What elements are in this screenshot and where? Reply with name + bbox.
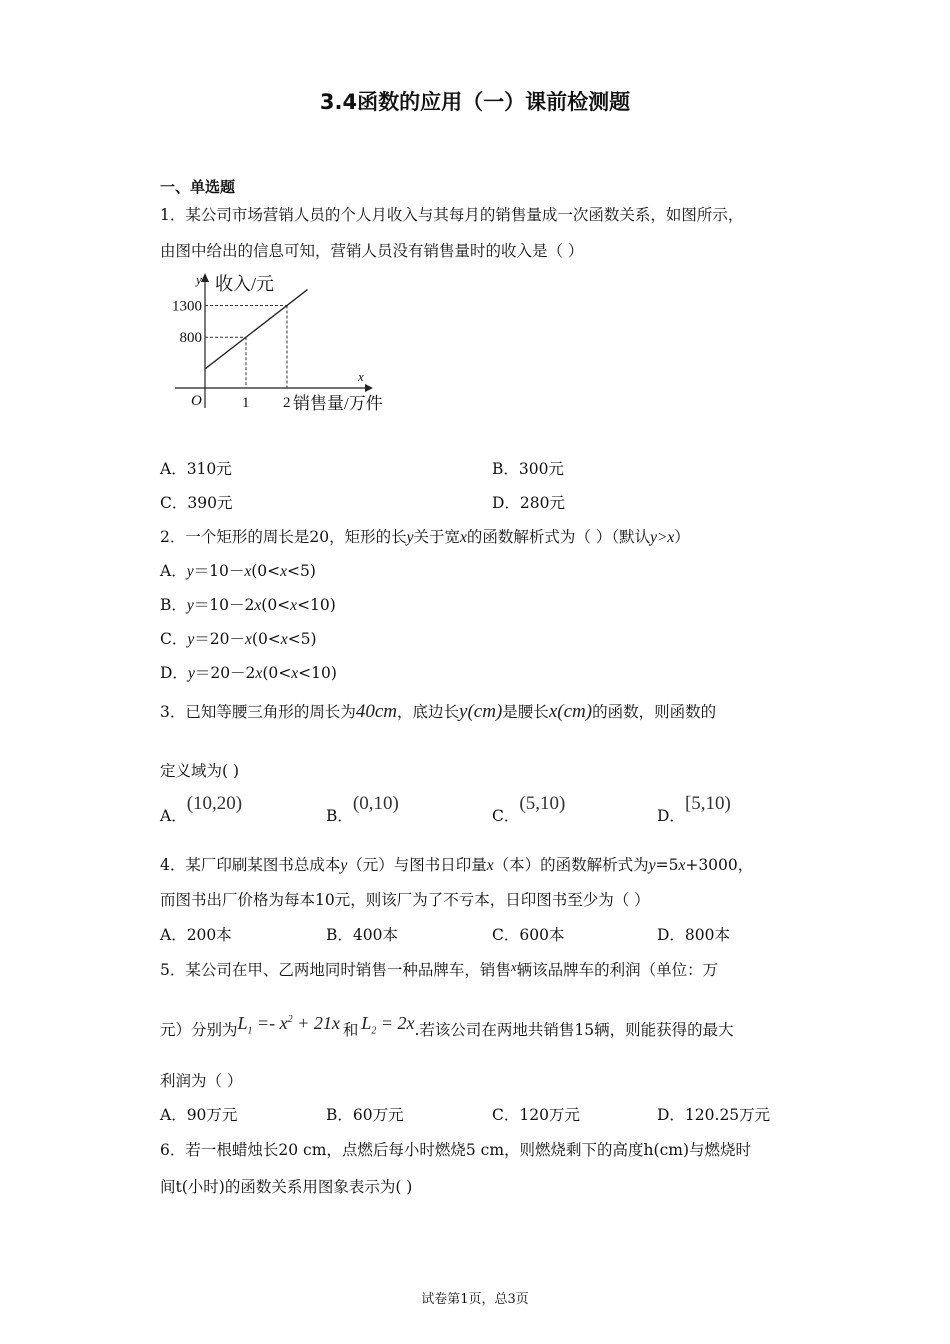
q4-line1: 4．某厂印刷某图书总成本y（元）与图书日印量x（本）的函数解析式为y=5x+3000， bbox=[160, 856, 754, 874]
q5-option-d[interactable]: D．120.25万元 bbox=[657, 1106, 771, 1124]
q1-option-b[interactable]: B．300元 bbox=[492, 460, 564, 478]
q3-option-b[interactable]: B．(0,10) bbox=[326, 793, 399, 825]
q1-chart bbox=[160, 268, 405, 418]
y-axis-letter: y bbox=[196, 272, 202, 287]
chart-guides bbox=[205, 305, 287, 388]
y-axis-label: 收入/元 bbox=[215, 274, 275, 294]
q5-option-b[interactable]: B．60万元 bbox=[326, 1106, 404, 1124]
origin-label: O bbox=[191, 393, 202, 409]
x-axis-letter: x bbox=[358, 369, 364, 384]
q6-line1: 6．若一根蜡烛长20 cm，点燃后每小时燃烧5 cm，则燃烧剩下的高度h(cm)与燃烧时 bbox=[160, 1141, 752, 1159]
q3-line2: 定义域为( ) bbox=[160, 762, 240, 780]
q3-option-c[interactable]: C．(5,10) bbox=[492, 793, 566, 825]
x-tick-1: 1 bbox=[242, 395, 250, 411]
x-tick-2: 2 bbox=[283, 395, 291, 411]
chart-line bbox=[205, 290, 308, 369]
q1-option-d[interactable]: D．280元 bbox=[492, 494, 566, 512]
y-tick-1300: 1300 bbox=[172, 298, 202, 315]
income-line bbox=[205, 290, 308, 369]
y-tick-800: 800 bbox=[179, 330, 202, 347]
section-heading: 一、单选题 bbox=[160, 178, 236, 196]
q2-stem: 2．一个矩形的周长是20，矩形的长y关于宽x的函数解析式为（ ）（默认y>x） bbox=[160, 528, 690, 546]
q2-option-d[interactable]: D．y＝20－2x(0<x<10) bbox=[160, 664, 337, 682]
q4-line2: 而图书出厂价格为每本10元，则该厂为了不亏本，日印图书至少为（ ） bbox=[160, 891, 650, 909]
q4-option-b[interactable]: B．400本 bbox=[326, 926, 398, 944]
q3-stem: 3．已知等腰三角形的周长为40cm，底边长y(cm)是腰长x(cm)的函数，则函数的 bbox=[160, 701, 717, 722]
chart-text bbox=[172, 272, 383, 413]
page-title: 3.4函数的应用（一）课前检测题 bbox=[319, 90, 631, 114]
q1-line1: 1．某公司市场营销人员的个人月收入与其每月的销售量成一次函数关系，如图所示， bbox=[160, 206, 744, 224]
q4-option-d[interactable]: D．800本 bbox=[657, 926, 731, 944]
q1-option-a[interactable]: A．310元 bbox=[160, 460, 232, 478]
q3-option-a[interactable]: A．(10,20) bbox=[160, 793, 243, 825]
y-axis-arrow bbox=[201, 273, 209, 282]
q4-option-a[interactable]: A．200本 bbox=[160, 926, 232, 944]
page-footer: 试卷第1页，总3页 bbox=[421, 1292, 529, 1307]
q6-line2: 间t(小时)的函数关系用图象表示为( ) bbox=[160, 1178, 413, 1196]
q5-line3: 利润为（ ） bbox=[160, 1072, 243, 1090]
q2-option-b[interactable]: B．y＝10－2x(0<x<10) bbox=[160, 596, 336, 614]
q5-line2: 元）分别为$L_1 =- x^2 + 21x$ 和 $L_2 = 2x$.若该公司在两地共销售15辆，则能获得的最大 bbox=[160, 1013, 734, 1039]
x-axis-arrow bbox=[365, 384, 373, 392]
q1-line2: 由图中给出的信息可知，营销人员没有销售量时的收入是（ ） bbox=[160, 242, 584, 260]
q3-option-d[interactable]: D．[5,10) bbox=[657, 793, 731, 825]
x-axis-label: 销售量/万件 bbox=[293, 394, 383, 413]
q4-option-c[interactable]: C．600本 bbox=[492, 926, 565, 944]
q2-option-a[interactable]: A．y＝10－x(0<x<5) bbox=[160, 562, 316, 580]
q2-option-c[interactable]: C．y＝20－x(0<x<5) bbox=[160, 630, 317, 648]
q5-option-c[interactable]: C．120万元 bbox=[492, 1106, 580, 1124]
q5-line1: 5．某公司在甲、乙两地同时销售一种品牌车，销售$^x$辆该品牌车的利润（单位：万 bbox=[160, 959, 719, 979]
q1-option-c[interactable]: C．390元 bbox=[160, 494, 233, 512]
q5-option-a[interactable]: A．90万元 bbox=[160, 1106, 238, 1124]
